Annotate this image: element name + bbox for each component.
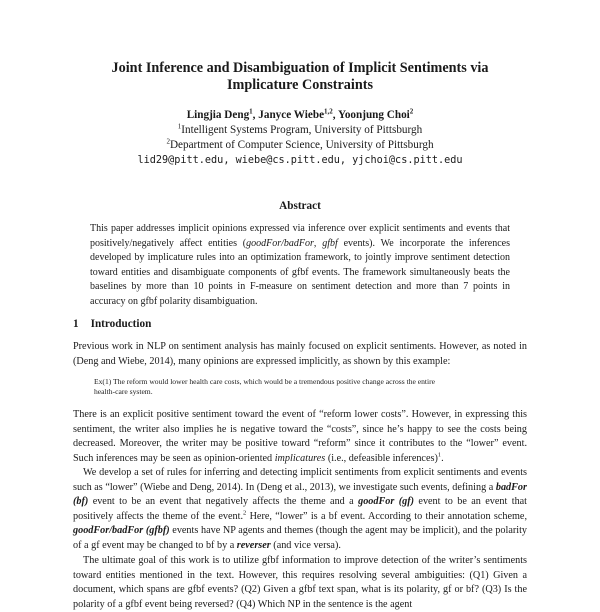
author-emails: lid29@pitt.edu, wiebe@cs.pitt.edu, yjchoi@cs.pitt.edu: [137, 155, 463, 166]
section-number: 1: [73, 318, 79, 330]
abstract-text: This paper addresses implicit opinions expressed via inference over explicit sentiments and events that positively/negatively affect entities (goodFor/badFor, gfbf events). We incorporate the inferences developed by implicature rules into an optimization framework, to jointly improve sentiment detection toward entities and disambiguate components of gfbf events. The framework simultaneously beats the baselines by more than 10 points in F-measure on sentiment detection and more than 7 points in accuracy on gfbf polarity disambiguation.: [90, 223, 510, 307]
author-3: Yoonjung Choi: [337, 109, 410, 121]
title-line-2: Implicature Constraints: [227, 77, 373, 93]
paper-title: [60, 60, 540, 94]
paragraph-2: There is an explicit positive sentiment toward the event of “reform lower costs”. However, in expressing this sentiment, the writer also implies he is negative toward the “costs”, since he’s happy to see the costs being decreased. Moreover, the writer may be positive toward “reform” since it contributes to the “lower” event. Such inferences may be seen as opinion-oriented implicatures (i.e., defeasible inferences)$^1$.: [73, 409, 527, 464]
section-heading: [73, 318, 151, 330]
paragraph-3: We develop a set of rules for inferring and detecting implicit sentiments from explicit sentiments and events such as “lower” (Wiebe and Deng, 2014). In (Deng et al., 2013), we investigate such events, defining a badFor (bf) event to be an event that negatively affects the theme and a goodFor (gf) event to be an event that positively affects the theme of the event.$^2$ Here, “lower” is a bf event. According to their annotation scheme, goodFor/badFor (gfbf) events have NP agents and themes (though the agent may be implicit), and the polarity of a gf event may be changed to bf by a reverser (and vice versa).: [73, 467, 528, 551]
abstract-heading: Abstract: [279, 200, 321, 212]
affiliation-1: $^1$Intelligent Systems Program, University of Pittsburgh: [177, 122, 423, 136]
author-block: [60, 108, 540, 168]
footnote-marker: 1: [437, 451, 442, 459]
example-sentence: Ex(1) The reform would lower health care costs, which would be a tremendous positive change across the entire health-care system.: [94, 377, 436, 397]
author-2-affil: 1,2: [324, 107, 333, 116]
paragraph-1: Previous work in NLP on sentiment analysis has mainly focused on explicit sentiments. However, as noted in (Deng and Wiebe, 2014), many opinions are expressed implicitly, as shown by this example:: [73, 341, 527, 367]
author-1-affil: 1: [249, 107, 253, 116]
paragraph-4: The ultimate goal of this work is to utilize gfbf information to improve detection of the writer’s sentiments toward entities mentioned in the text. However, this requires resolving several ambiguities: (Q1) Given a document, which spans are gfbf events? (Q2) Given a gfbf text span, what is its polarity, gf or bf? (Q3) Is the polarity of a gfbf event being reversed? (Q4) Which NP in the sentence is the agent: [73, 555, 527, 610]
author-3-affil: 2: [409, 107, 414, 116]
author-2: Janyce Wiebe: [258, 109, 325, 121]
affiliation-2: $^2$Department of Computer Science, University of Pittsburgh: [166, 137, 434, 151]
section-title: Introduction: [90, 318, 152, 330]
author-1: Lingjia Deng: [186, 109, 250, 121]
title-line-1: Joint Inference and Disambiguation of Implicit Sentiments via: [111, 60, 489, 76]
footnote-marker: 2: [243, 509, 247, 517]
author-names: Lingjia Deng$^1$, Janyce Wiebe$^{1,2}$, Yoonjung Choi$^2$: [186, 107, 414, 121]
